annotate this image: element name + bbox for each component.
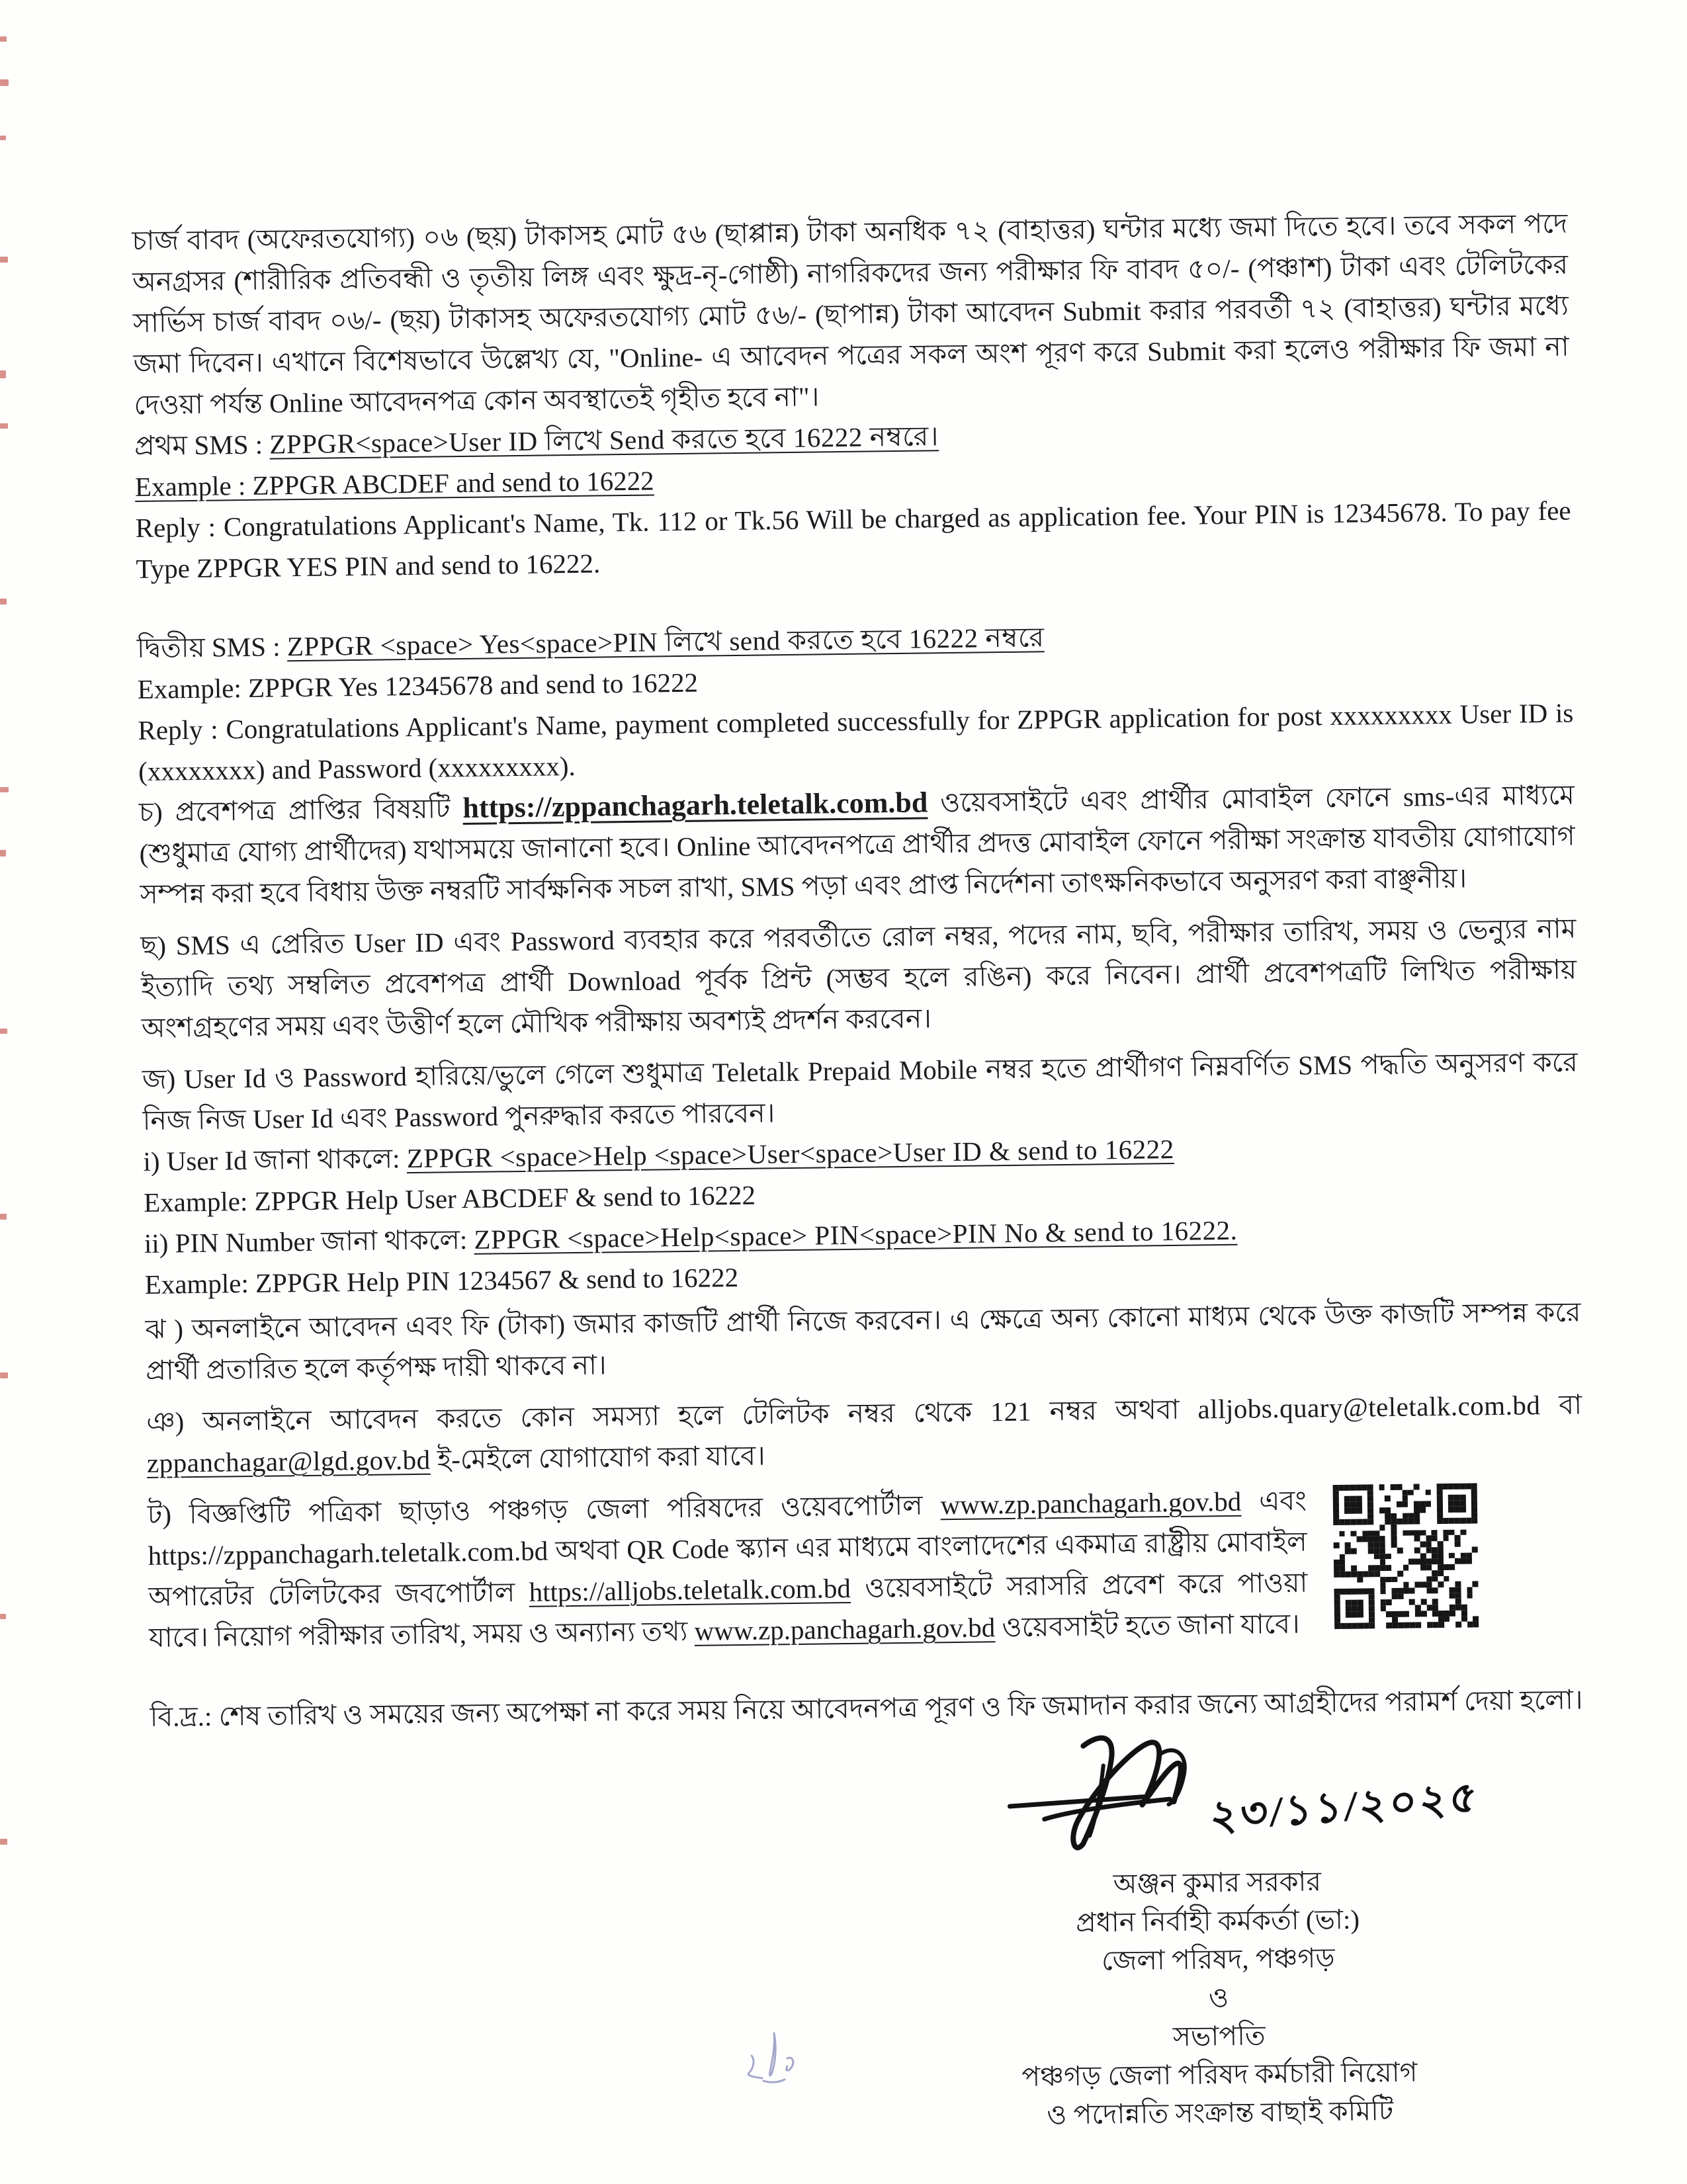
sms2-label: দ্বিতীয় SMS : [136,631,288,664]
section-cha-admit-card [139,775,1576,915]
teletalk-portal-link: https://zppanchagarh.teletalk.com.bd [462,786,928,825]
help-pin-example: Example: ZPPGR Help PIN 1234567 & send to 16222 [144,1262,739,1300]
help-pin-code: ZPPGR <space>Help<space> PIN<space>PIN No & send to 16222. [474,1214,1238,1255]
section-ta-mid2: zppanchagarh.teletalk.com.bd অথবা QR Code স্ক্যান এর মাধ্যমে বাংলাদেশের একমাত্র রাষ্ট্রীয় মোবাইল অপারেটর টেলিটকের জবপোর্টাল [148,1526,1307,1612]
section-cha-post: ওয়েবসাইটে এবং প্রার্থীর মোবাইল ফোনে sms-এর মাধ্যমে (শুধুমাত্র যোগ্য প্রার্থীদের) যথাসময়ে জানানো হবে। Online আবেদনপত্রে প্রার্থীর প্রদত্ত মোবাইল ফোনে পরীক্ষা সংক্রান্ত যাবতীয় যোগাযোগ সম্পন্ন করা হবে বিধায় উক্ত নম্বরটি সার্বক্ষনিক সচল রাখা, SMS পড়া এবং প্রাপ্ত নির্দেশনা তাৎক্ষনিকভাবে অনুসরণ করা বাঞ্ছনীয়। [139,779,1575,910]
help-userid-label: i) User Id জানা থাকলে: [143,1143,408,1177]
signer-title: প্রধান নির্বাহী কর্মকর্তা (ভা:) [1075,1904,1360,1938]
section-ta-mid1: এবং https:// [148,1485,1307,1571]
qr-code [1333,1483,1479,1629]
signature [1004,1724,1243,1859]
section-ta-post: ওয়েবসাইট হতে জানা যাবে। [994,1608,1300,1643]
nb-note: বি.দ্র.: শেষ তারিখ ও সময়ের জন্য অপেক্ষা না করে সময় নিয়ে আবেদনপত্র পূরণ ও ফি জমাদান করার জন্যে আগ্রহীদের পরামর্শ দেয়া হলো। [150,1684,1583,1732]
sms2-reply: Reply : Congratulations Applicant's Name, payment completed successfully for ZPPGR application for post xxxxxxxxx User ID is (xxxxxxxx) and Password (xxxxxxxxx). [138,697,1574,787]
signer-role2: সভাপতি [1172,2020,1266,2052]
zp-portal-link: www.zp.panchagarh.gov.bd [940,1486,1242,1521]
help-userid-example: Example: ZPPGR Help User ABCDEF & send to 16222 [143,1179,756,1218]
signer-committee-1: পঞ্চগড় জেলা পরিষদ কর্মচারী নিয়োগ [1021,2056,1418,2092]
sms1-example: Example : ZPPGR ABCDEF and send to 16222 [134,465,654,503]
fee-payment-text: চার্জ বাবদ (অফেরতযোগ্য) ০৬ (ছয়) টাকাসহ মোট ৫৬ (ছাপ্পান্ন) টাকা অনধিক ৭২ (বাহাত্তর) ঘন্টার মধ্যে জমা দিতে হবে। তবে সকল পদে অনগ্রসর (শারীরিক প্রতিবন্ধী ও তৃতীয় লিঙ্গ এবং ক্ষুদ্র-নৃ-গোষ্ঠী) নাগরিকদের জন্য পরীক্ষার ফি বাবদ ৫০/- (পঞ্চাশ) টাকা এবং টেলিটকের সার্ভিস চার্জ বাবদ ০৬/- (ছয়) টাকাসহ অফেরতযোগ্য মোট ৫৬/- (ছাপান্ন) টাকা আবেদন Submit করার পরবর্তী ৭২ (বাহাত্তর) ঘন্টার মধ্যে জমা দিবেন। এখানে বিশেষভাবে উল্লেখ্য যে, "Online- এ আবেদন পত্রের সকল অংশ পূরণ করে Submit করা হলেও পরীক্ষার ফি জমা না দেওয়া পর্যন্ত Online আবেদনপত্র কোন অবস্থাতেই গৃহীত হবে না"। [132,208,1569,421]
section-ta-pre: ট) বিজ্ঞপ্তিটি পত্রিকা ছাড়াও পঞ্চগড় জেলা পরিষদের ওয়েবপোর্টাল [147,1490,941,1530]
section-nya-mid: বা [1540,1389,1582,1421]
signer-org: জেলা পরিষদ, পঞ্চগড় [1101,1943,1335,1976]
section-nya-post: ই-মেইলে যোগাযোগ করা যাবে। [430,1440,765,1475]
sms2-code: ZPPGR <space> Yes<space>PIN লিখে send করতে হবে 16222 নম্বরে [286,622,1045,662]
alljobs-link: https://alljobs.teletalk.com.bd [529,1572,851,1607]
lgd-email: zppanchagar@lgd.gov.bd [146,1444,431,1478]
section-jha-self-apply: ঝ ) অনলাইনে আবেদন এবং ফি (টাকা) জমার কাজটি প্রার্থী নিজে করবেন। এ ক্ষেত্রে অন্য কোনো মাধ্যম থেকে উক্ত কাজটি সম্পন্ন করে প্রার্থী প্রতারিত হলে কর্তৃপক্ষ দায়ী থাকবে না। [145,1296,1581,1386]
section-nya-support [146,1384,1582,1484]
section-ta-mid3: ওয়েবসাইটে সরাসরি প্রবেশ করে পাওয়া যাবে। নিয়োগ পরীক্ষার তারিখ, সময় ও অন্যান্য তথ্য [148,1567,1308,1653]
help-pin-label: ii) PIN Number জানা থাকলে: [144,1224,474,1259]
signature-date: ২৩/১১/২০২৫ [1209,1773,1481,1840]
section-ta-portals [148,1476,1585,1658]
support-email: alljobs.quary@teletalk.com.bd [1197,1390,1541,1425]
qr-code-container [1333,1483,1479,1629]
sms1-reply: Reply : Congratulations Applicant's Name, Tk. 112 or Tk.56 Will be charged as application fee. Your PIN is 12345678. To pay fee Type ZPPGR YES PIN and send to 16222. [135,495,1571,585]
bottom-scribble [740,2029,812,2102]
signer-conjunction: ও [1208,1982,1229,2013]
section-chha-download: ছ) SMS এ প্রেরিত User ID এবং Password ব্যবহার করে পরবর্তীতে রোল নম্বর, পদের নাম, ছবি, পরীক্ষার তারিখ, সময় ও ভেন্যুর নাম ইত্যাদি তথ্য সম্বলিত প্রবেশপত্র প্রার্থী Download পূর্বক প্রিন্ট (সম্ভব হলে রঙিন) করে নিবেন। প্রার্থী প্রবেশপত্রটি লিখিত পরীক্ষায় অংশগ্রহণের সময় এবং উত্তীর্ণ হলে মৌখিক পরীক্ষায় অবশ্যই প্রদর্শন করবেন। [140,913,1577,1043]
signer-name: অঞ্জন কুমার সরকার [1113,1866,1322,1900]
signature-block [924,1721,1511,2136]
signer-committee-2: ও পদোন্নতি সংক্রান্ত বাছাই কমিটি [1046,2095,1394,2130]
help-userid-code: ZPPGR <space>Help <space>User<space>User ID & send to 16222 [406,1133,1174,1174]
sms2-example: Example: ZPPGR Yes 12345678 and send to 16222 [137,667,699,705]
section-cha-pre: চ) প্রবেশপত্র প্রাপ্তির বিষয়টি [138,793,463,828]
sms1-code: ZPPGR<space>User ID লিখে Send করতে হবে 16222 নম্বরে। [269,421,939,460]
signature-row [924,1721,1508,1867]
sms1-label: প্রথম SMS : [134,429,270,462]
section-ja-recovery: জ) User Id ও Password হারিয়ে/ভুলে গেলে শুধুমাত্র Teletalk Prepaid Mobile নম্বর হতে প্রার্থীগণ নিম্নবর্ণিত SMS পদ্ধতি অনুসরণ করে নিজ নিজ User Id এবং Password পুনরুদ্ধার করতে পারবেন। [142,1046,1579,1136]
paragraph-fee-payment [132,203,1570,425]
section-nya-pre: ঞ) অনলাইনে আবেদন করতে কোন সমস্যা হলে টেলিটক নম্বর থেকে 121 নম্বর অথবা [146,1394,1198,1437]
zp-portal-link-2: www.zp.panchagarh.gov.bd [694,1612,996,1646]
